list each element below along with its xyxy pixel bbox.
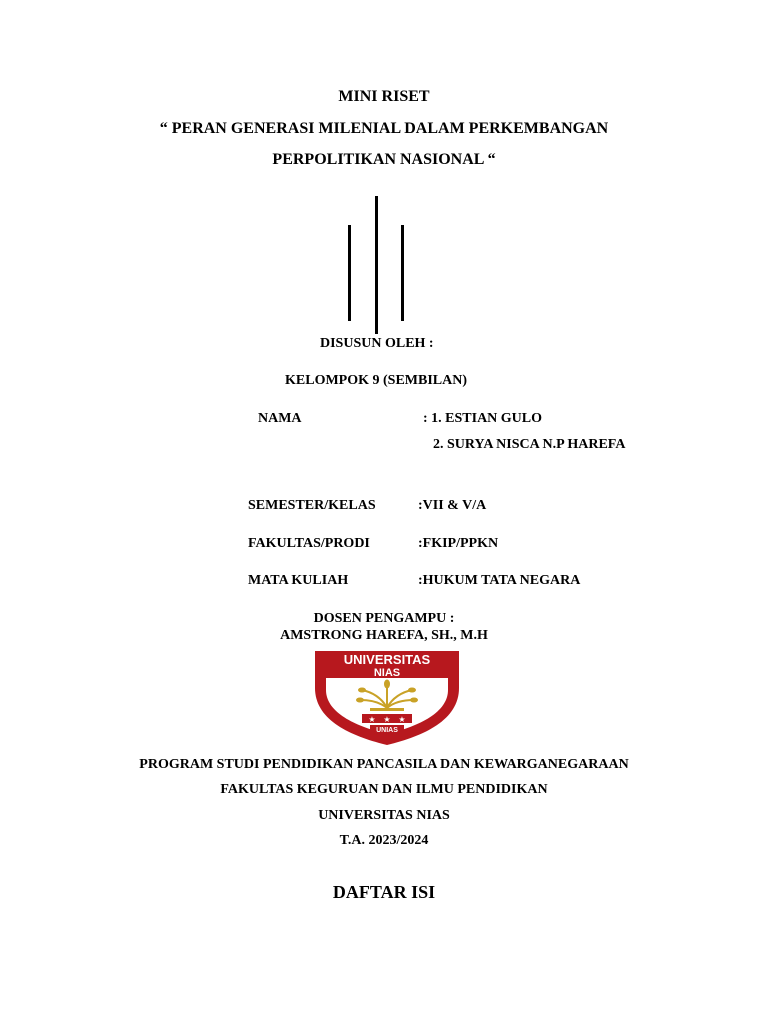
stars-icon	[368, 715, 405, 724]
title-line-2: “ PERAN GENERASI MILENIAL DALAM PERKEMBANGAN	[159, 120, 609, 137]
name-label: NAMA	[258, 411, 302, 426]
faculty-label: FAKULTAS/PRODI	[248, 536, 370, 551]
university-logo	[312, 648, 462, 746]
semester-value: :VII & V/A	[418, 498, 487, 513]
semester-label: SEMESTER/KELAS	[248, 498, 376, 513]
name-value-2: 2. SURYA NISCA N.P HAREFA	[433, 437, 626, 452]
course-label: MATA KULIAH	[248, 573, 349, 588]
university-name: UNIVERSITAS NIAS	[318, 808, 450, 823]
svg-text:★: ★	[383, 715, 391, 724]
decorative-line-right	[401, 225, 404, 321]
toc-heading: DAFTAR ISI	[332, 882, 436, 902]
name-value-1: : 1. ESTIAN GULO	[423, 411, 543, 426]
svg-text:★: ★	[368, 715, 376, 724]
logo-text-unias: UNIAS	[376, 727, 398, 734]
program-name: PROGRAM STUDI PENDIDIKAN PANCASILA DAN KEWARGANEGARAAN	[139, 757, 629, 772]
academic-year: T.A. 2023/2024	[339, 833, 429, 848]
group-label: KELOMPOK 9 (SEMBILAN)	[285, 373, 468, 388]
lecturer-label: DOSEN PENGAMPU :	[313, 611, 455, 626]
lecturer-name: AMSTRONG HAREFA, SH., M.H	[280, 628, 488, 643]
title-line-3: PERPOLITIKAN NASIONAL “	[272, 151, 496, 168]
course-value: :HUKUM TATA NEGARA	[418, 573, 581, 588]
faculty-value: :FKIP/PPKN	[418, 536, 499, 551]
prepared-by-label: DISUSUN OLEH :	[320, 336, 434, 351]
svg-text:★: ★	[398, 715, 406, 724]
logo-text-nias: NIAS	[373, 667, 401, 679]
decorative-line-center	[375, 196, 378, 334]
logo-text-universitas: UNIVERSITAS	[343, 652, 431, 667]
faculty-name: FAKULTAS KEGURUAN DAN ILMU PENDIDIKAN	[220, 782, 548, 797]
decorative-line-left	[348, 225, 351, 321]
title-line-1: MINI RISET	[338, 88, 430, 105]
